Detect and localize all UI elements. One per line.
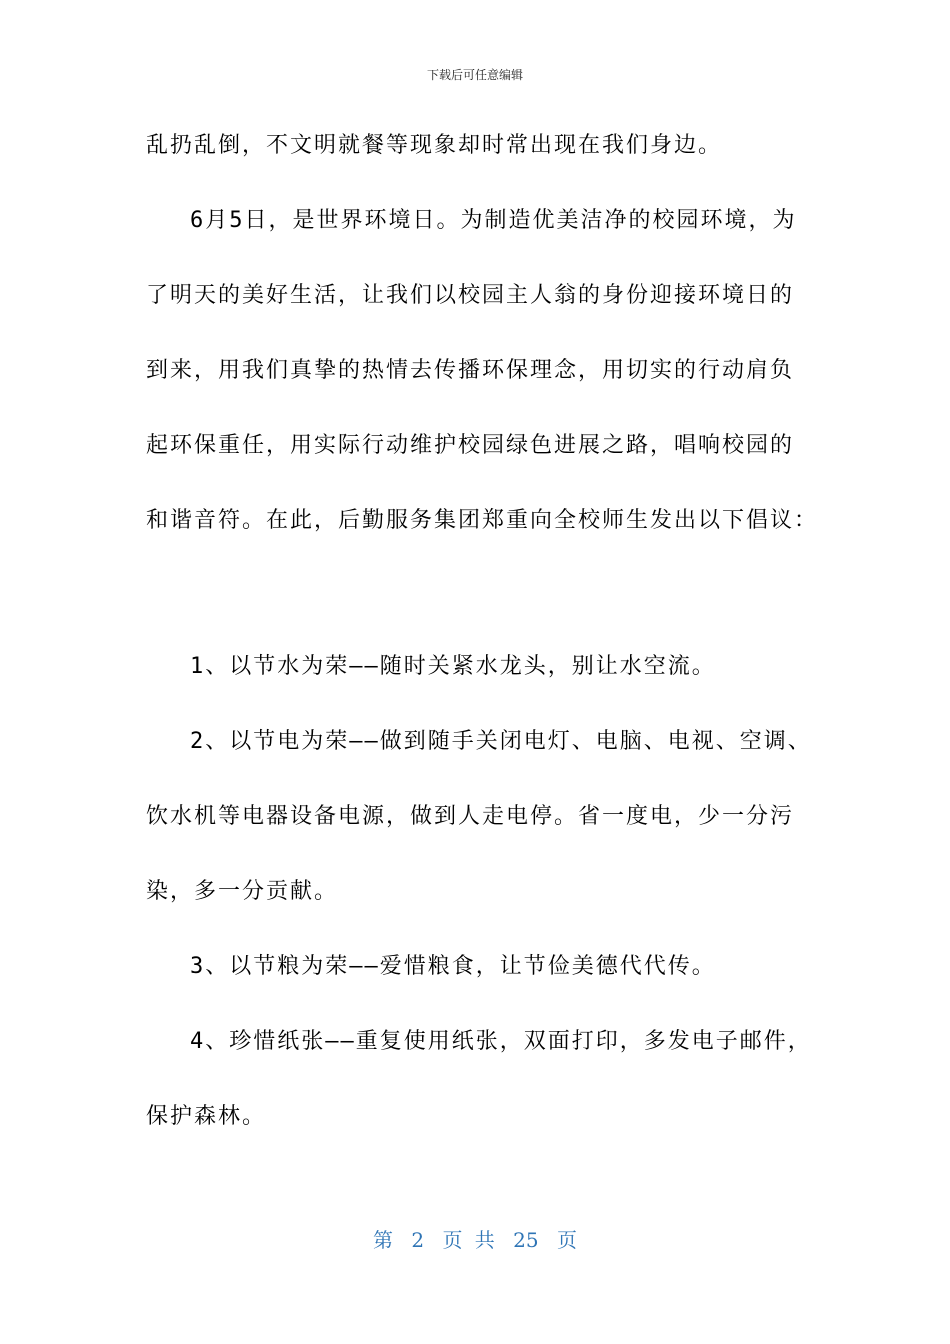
list-item-line: 4、珍惜纸张——重复使用纸张，双面打印，多发电子邮件， — [190, 1029, 812, 1054]
paragraph-line: 6月5日，是世界环境日。为制造优美洁净的校园环境，为 — [190, 208, 797, 233]
footer-middle: 页 共 — [442, 1228, 495, 1252]
list-item-line: 饮水机等电器设备电源，做到人走电停。省一度电，少一分污 — [146, 804, 795, 829]
footer-suffix: 页 — [556, 1228, 577, 1252]
paragraph-line: 和谐音符。在此，后勤服务集团郑重向全校师生发出以下倡议： — [146, 508, 819, 533]
footer-prefix: 第 — [373, 1228, 393, 1252]
page-footer — [0, 1224, 950, 1253]
list-item-line: 2、以节电为荣——做到随手关闭电灯、电脑、电视、空调、 — [190, 729, 812, 754]
list-item-line: 3、以节粮为荣——爱惜粮食，让节俭美德代代传。 — [190, 954, 716, 979]
list-item-line: 1、以节水为荣——随时关紧水龙头，别让水空流。 — [190, 654, 716, 679]
paragraph-line: 乱扔乱倒，不文明就餐等现象却时常出现在我们身边。 — [146, 133, 723, 158]
page-header: 下载后可任意编辑 — [426, 68, 523, 82]
paragraph-line: 到来，用我们真挚的热情去传播环保理念，用切实的行动肩负 — [146, 358, 795, 383]
paragraph-line: 了明天的美好生活，让我们以校园主人翁的身份迎接环境日的 — [146, 283, 795, 308]
footer-page-number: 2 — [411, 1228, 425, 1252]
footer-total-pages: 25 — [513, 1228, 539, 1252]
list-item-line: 染，多一分贡献。 — [146, 879, 339, 904]
paragraph-gap — [146, 568, 826, 639]
document-body — [146, 118, 826, 1164]
paragraph-line: 起环保重任，用实际行动维护校园绿色进展之路，唱响校园的 — [146, 433, 795, 458]
list-item-line: 保护森林。 — [146, 1104, 267, 1129]
